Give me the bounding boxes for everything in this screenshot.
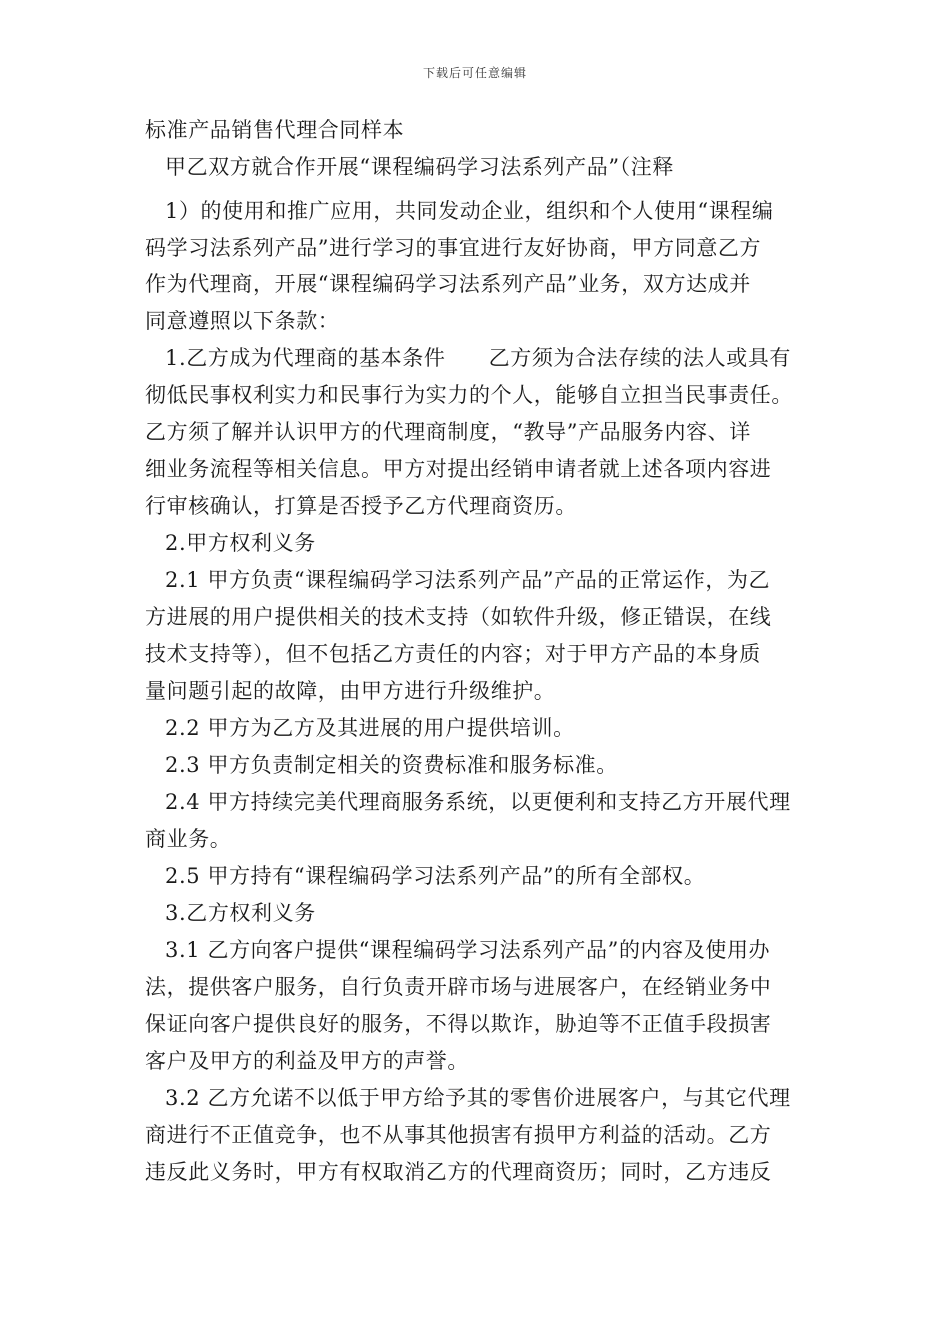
paragraph-line: 商业务。: [145, 827, 232, 851]
paragraph-line: 法，提供客户服务，自行负责开辟市场与进展客户，在经销业务中: [145, 975, 772, 999]
paragraph-line: 码学习法系列产品”进行学习的事宜进行友好协商，甲方同意乙方: [145, 236, 762, 260]
section-heading-2: 2.甲方权利义务: [165, 531, 316, 555]
paragraph-line: 方进展的用户提供相关的技术支持（如软件升级，修正错误，在线: [145, 605, 772, 629]
page-header-note: 下载后可任意编辑: [422, 66, 527, 80]
paragraph-line: 作为代理商，开展“课程编码学习法系列产品”业务，双方达成并: [145, 272, 751, 296]
clause-2-5: 2.5 甲方持有“课程编码学习法系列产品”的所有全部权。: [165, 864, 706, 888]
paragraph-line: 同意遵照以下条款：: [145, 309, 340, 333]
paragraph-line: 彻低民事权利实力和民事行为实力的个人，能够自立担当民事责任。: [145, 383, 793, 407]
clause-2-2: 2.2 甲方为乙方及其进展的用户提供培训。: [165, 716, 575, 740]
paragraph-line: 行审核确认，打算是否授予乙方代理商资历。: [145, 494, 577, 518]
paragraph-line: 违反此义务时，甲方有权取消乙方的代理商资历；同时，乙方违反: [145, 1160, 772, 1184]
paragraph-line: 客户及甲方的利益及甲方的声誉。: [145, 1049, 469, 1073]
paragraph-line: 1）的使用和推广应用，共同发动企业，组织和个人使用“课程编: [165, 199, 774, 223]
section-heading-3: 3.乙方权利义务: [165, 901, 316, 925]
paragraph-line: 商进行不正值竞争，也不从事其他损害有损甲方利益的活动。乙方: [145, 1123, 772, 1147]
document-title: 标准产品销售代理合同样本: [145, 118, 405, 142]
clause-2-3: 2.3 甲方负责制定相关的资费标准和服务标准。: [165, 753, 618, 777]
paragraph-line: 保证向客户提供良好的服务，不得以欺诈，胁迫等不正值手段损害: [145, 1012, 772, 1036]
paragraph-line: 乙方须了解并认识甲方的代理商制度，“教导”产品服务内容、详: [145, 420, 751, 444]
paragraph-line: 细业务流程等相关信息。甲方对提出经销申请者就上述各项内容进: [145, 457, 772, 481]
clause-3-1: 3.1 乙方向客户提供“课程编码学习法系列产品”的内容及使用办: [165, 938, 771, 962]
clause-2-1: 2.1 甲方负责“课程编码学习法系列产品”产品的正常运作，为乙: [165, 568, 771, 592]
section-heading-1: 1.乙方成为代理商的基本条件 乙方须为合法存续的法人或具有: [165, 346, 792, 370]
clause-2-4: 2.4 甲方持续完美代理商服务系统，以更便利和支持乙方开展代理: [165, 790, 791, 814]
clause-3-2: 3.2 乙方允诺不以低于甲方给予其的零售价进展客户，与其它代理: [165, 1086, 791, 1110]
paragraph-line: 量问题引起的故障，由甲方进行升级维护。: [145, 679, 556, 703]
paragraph-line: 技术支持等），但不包括乙方责任的内容；对于甲方产品的本身质: [145, 642, 761, 666]
paragraph-line: 甲乙双方就合作开展“课程编码学习法系列产品”（注释: [165, 155, 674, 179]
